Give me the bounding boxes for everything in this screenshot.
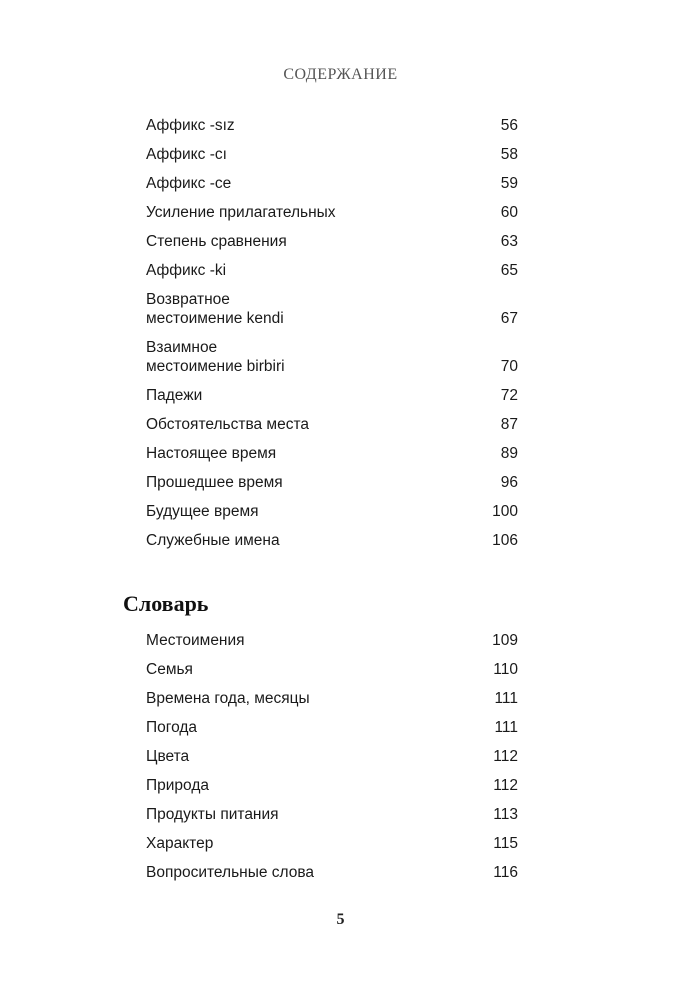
toc-entry-page: 70: [500, 358, 518, 375]
page-number: 5: [336, 911, 345, 928]
toc-entry-label: Аффикс -sız: [146, 117, 235, 134]
toc-entry-label: Погода: [146, 719, 198, 736]
toc-entry[interactable]: [146, 261, 518, 280]
toc-entry[interactable]: [146, 174, 518, 193]
toc-entry-label: Степень сравнения: [146, 233, 287, 250]
toc-entry-page: 112: [493, 748, 518, 765]
toc-entry-label: Служебные имена: [146, 532, 280, 549]
toc-entry[interactable]: [146, 145, 518, 164]
running-head: СОДЕРЖАНИЕ: [283, 66, 398, 83]
toc-entry-label: Характер: [146, 835, 214, 852]
section-heading-dictionary: Словарь: [123, 591, 209, 616]
toc-entry[interactable]: [146, 660, 518, 679]
toc-entry-label: Падежи: [146, 387, 203, 404]
toc-entry[interactable]: [146, 689, 518, 708]
toc-entry[interactable]: [146, 473, 518, 492]
toc-entry-page: 58: [500, 146, 518, 163]
toc-entry[interactable]: [146, 386, 518, 405]
toc-entry-page: 100: [492, 503, 518, 520]
toc-entry-page: 63: [500, 233, 518, 250]
toc-entry-page: 110: [493, 661, 518, 678]
toc-entry-page: 72: [500, 387, 518, 404]
toc-entry[interactable]: [146, 718, 518, 737]
toc-entry[interactable]: [146, 290, 518, 328]
toc-entry-label: Обстоятельства места: [146, 416, 310, 433]
toc-entry[interactable]: [146, 116, 518, 135]
toc-entry-page: 89: [500, 445, 518, 462]
grammar-toc-list: [146, 116, 518, 550]
toc-entry[interactable]: [146, 805, 518, 824]
toc-entry[interactable]: [146, 631, 518, 650]
toc-entry-label: Продукты питания: [146, 806, 279, 823]
toc-entry-label: Прошедшее время: [146, 474, 283, 491]
toc-entry-page: 60: [500, 204, 518, 221]
toc-entry-page: 65: [500, 262, 518, 279]
toc-entry-page: 59: [500, 175, 518, 192]
toc-entry-label: Настоящее время: [146, 445, 277, 462]
toc-entry[interactable]: [146, 203, 518, 222]
toc-entry-page: 96: [500, 474, 518, 491]
toc-entry-page: 116: [493, 864, 518, 881]
toc-entry[interactable]: [146, 531, 518, 550]
toc-entry-label: Усиление прилагательных: [146, 204, 336, 221]
toc-entry-page: 115: [493, 835, 518, 852]
toc-entry-page: 87: [500, 416, 518, 433]
toc-entry-label: Цвета: [146, 748, 190, 765]
toc-entry[interactable]: [146, 747, 518, 766]
toc-entry-label: Взаимное местоимение birbiri: [146, 339, 285, 375]
dictionary-toc-list: [146, 631, 518, 882]
toc-entry-label: Семья: [146, 661, 193, 678]
toc-entry-page: 67: [500, 310, 518, 327]
toc-entry-label: Вопросительные слова: [146, 864, 315, 881]
toc-entry-page: 113: [493, 806, 518, 823]
toc-entry-label: Аффикс -ki: [146, 262, 227, 279]
toc-entry[interactable]: [146, 863, 518, 882]
toc-entry-page: 106: [492, 532, 518, 549]
toc-entry[interactable]: [146, 502, 518, 521]
toc-entry[interactable]: [146, 338, 518, 376]
toc-entry-label: Возвратное местоимение kendi: [146, 291, 284, 327]
toc-entry-label: Времена года, месяцы: [146, 690, 310, 707]
toc-entry[interactable]: [146, 444, 518, 463]
toc-entry-label: Аффикс -ce: [146, 175, 232, 192]
toc-entry[interactable]: [146, 834, 518, 853]
toc-entry-label: Аффикс -cı: [146, 146, 227, 163]
toc-entry[interactable]: [146, 415, 518, 434]
toc-entry-label: Местоимения: [146, 632, 245, 649]
toc-entry-page: 111: [494, 719, 518, 736]
toc-entry[interactable]: [146, 776, 518, 795]
toc-entry-page: 112: [493, 777, 518, 794]
toc-entry-page: 109: [492, 632, 518, 649]
toc-entry-page: 111: [494, 690, 518, 707]
toc-entry[interactable]: [146, 232, 518, 251]
toc-entry-label: Природа: [146, 777, 209, 794]
toc-entry-page: 56: [500, 117, 518, 134]
toc-entry-label: Будущее время: [146, 503, 259, 520]
